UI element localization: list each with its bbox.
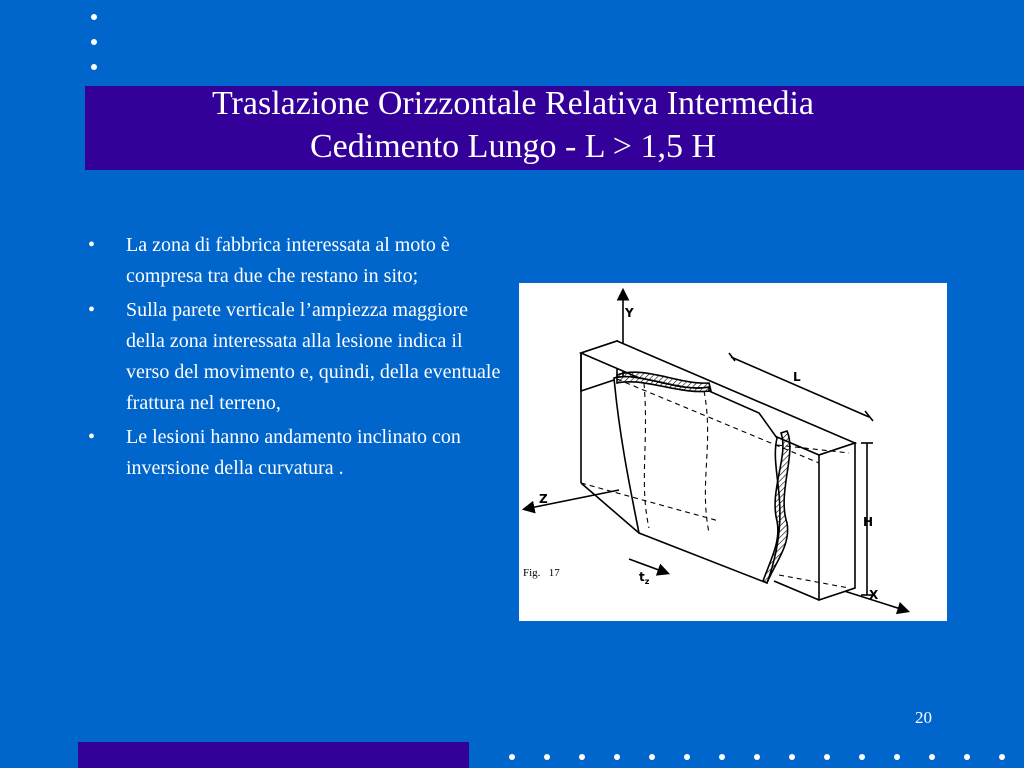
decor-dot	[684, 754, 690, 760]
wall-diagram	[519, 283, 947, 621]
figure-caption-number: 17	[548, 567, 560, 579]
decor-dot	[789, 754, 795, 760]
bullet-text: Sulla parete verticale l’ampiezza maggiore della zona interessata alla lesione indica il verso del movimento e, quindi, della eventuale frattura nel terreno,	[126, 299, 501, 414]
dim-h-label: H	[863, 515, 874, 529]
figure-caption-label: Fig.	[523, 567, 541, 579]
decor-dot	[964, 754, 970, 760]
slide-title	[85, 82, 941, 168]
decor-dot	[824, 754, 830, 760]
decor-dot	[754, 754, 760, 760]
bullet-item	[88, 230, 508, 292]
decor-dot	[999, 754, 1005, 760]
decor-dot	[509, 754, 515, 760]
axis-x-label: X	[869, 588, 879, 602]
bullet-mark: •	[88, 234, 96, 256]
bullet-text: Le lesioni hanno andamento inclinato con inversione della curvatura .	[126, 426, 461, 479]
decor-dot	[614, 754, 620, 760]
tz-main: t	[639, 570, 645, 584]
decor-dot	[91, 64, 97, 70]
title-line-2: Cedimento Lungo - L > 1,5 H	[309, 128, 717, 165]
decor-dot	[859, 754, 865, 760]
bullet-mark: •	[88, 299, 96, 321]
axis-y-label: Y	[625, 306, 634, 320]
footer-band	[78, 742, 469, 768]
bullet-item	[88, 422, 508, 484]
bullet-mark: •	[88, 426, 96, 448]
page-number: 20	[915, 708, 932, 727]
bullet-list	[88, 230, 508, 487]
tz-label	[639, 570, 650, 586]
decor-dot	[91, 14, 97, 20]
dim-l-label: L	[793, 370, 801, 384]
tz-sub: z	[644, 577, 650, 586]
bullet-text: La zona di fabbrica interessata al moto è compresa tra due che restano in sito;	[126, 234, 450, 287]
technical-figure	[519, 283, 947, 621]
decor-dot	[894, 754, 900, 760]
decor-dot	[91, 39, 97, 45]
decor-dot	[544, 754, 550, 760]
decor-dot	[649, 754, 655, 760]
decor-dot	[929, 754, 935, 760]
decor-dot	[579, 754, 585, 760]
bullet-item	[88, 295, 508, 419]
decor-dot	[719, 754, 725, 760]
figure-caption	[523, 567, 560, 579]
axis-z-label: Z	[539, 492, 548, 506]
title-line-1: Traslazione Orizzontale Relativa Intermedia	[211, 85, 814, 122]
